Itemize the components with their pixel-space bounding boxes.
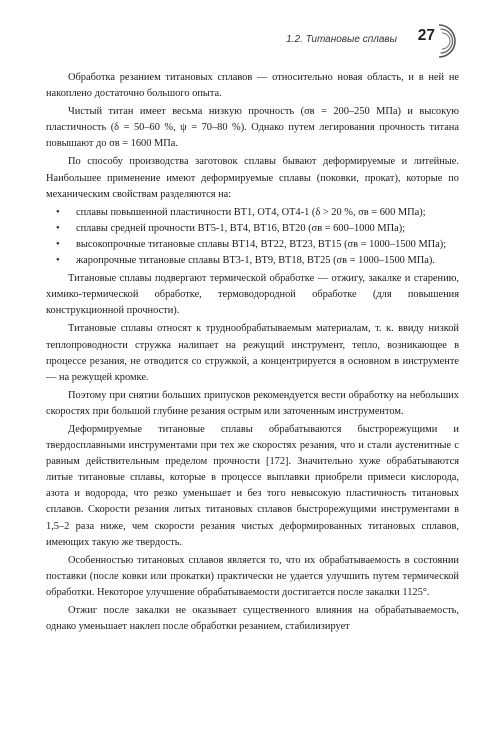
paragraph: Чистый титан имеет весьма низкую прочность (σв = 200–250 МПа) и высокую пластичность (δ = 50–60 %, ψ = 70–80 %). Однако путем легирования прочность титана повышают до σв = 1600 МПа. bbox=[46, 106, 459, 150]
list-item: • жаропрочные титановые сплавы ВТ3-1, ВТ9, ВТ18, ВТ25 (σв = 1000–1500 МПа). bbox=[46, 253, 459, 269]
page-number-arc-ornament bbox=[419, 22, 457, 60]
paragraph: Особенностью титановых сплавов является то, что их обрабатываемость в состоянии поставки (после ковки или прокатки) практически не удается улучшить путем термической обработки. Некоторое улучшение обрабатываемости достигается после закалки 1125°. bbox=[46, 554, 459, 598]
running-header bbox=[46, 28, 459, 50]
paragraph: По способу производства заготовок сплавы бывают деформируемые и литейные. Наибольшее применение имеют деформируемые сплавы (поковки, прокат), которые по механическим свойствам разделяются на: bbox=[46, 156, 459, 200]
list-item: • сплавы средней прочности ВТ5-1, ВТ4, ВТ16, ВТ20 (σв = 600–1000 МПа); bbox=[46, 221, 459, 237]
list-item: • сплавы повышенной пластичности ВТ1, ОТ4, ОТ4-1 (δ > 20 %, σв = 600 МПа); bbox=[46, 205, 459, 221]
paragraph: Титановые сплавы относят к труднообрабатываемым материалам, т. к. ввиду низкой теплопроводности стружка налипает на режущий инструмент, тепло, возникающее в процессе резания, не отводится со стружкой, а концентрируется в основном в инструменте — на режущей кромке. bbox=[46, 323, 459, 383]
paragraph: Поэтому при снятии больших припусков рекомендуется вести обработку на небольших скоростях при большой глубине резания острым или заточенным инструментом. bbox=[46, 389, 459, 417]
alloy-classes-list bbox=[46, 205, 459, 269]
paragraph: Деформируемые титановые сплавы обрабатываются быстрорежущими и твердосплавными инструментами при тех же скоростях резания, что и стали аустенитные с равным действительным пределом прочности [172]. Значительно хуже обрабатываются литые титановые сплавы, которые в процессе выплавки приобрели примеси кислорода, азота и водорода, что резко уменьшает и без того невысокую пластичность титановых сплавов. Скорости резания литых титановых сплавов быстрорежущими инструментами в 1,5–2 раза ниже, чем скорости резания чистых деформированных титановых сплавов, имеющих такую же твердость. bbox=[46, 423, 459, 548]
paragraph: Обработка резанием титановых сплавов — относительно новая область, и в ней не накоплено достаточно большого опыта. bbox=[46, 72, 459, 100]
page-number: 27 bbox=[417, 27, 435, 44]
paragraph: Отжиг после закалки не оказывает существенного влияния на обрабатываемость, однако уменьшает наклеп после обработки резанием, стабилизирует bbox=[46, 605, 459, 633]
section-title: 1.2. Титановые сплавы bbox=[286, 34, 397, 45]
paragraph: Титановые сплавы подвергают термической обработке — отжигу, закалке и старению, химико-термической обработке, термоводородной обработке (для повышения конструкционной прочности). bbox=[46, 273, 459, 317]
page-body bbox=[46, 70, 459, 637]
list-item: • высокопрочные титановые сплавы ВТ14, ВТ22, ВТ23, ВТ15 (σв = 1000–1500 МПа); bbox=[46, 237, 459, 253]
